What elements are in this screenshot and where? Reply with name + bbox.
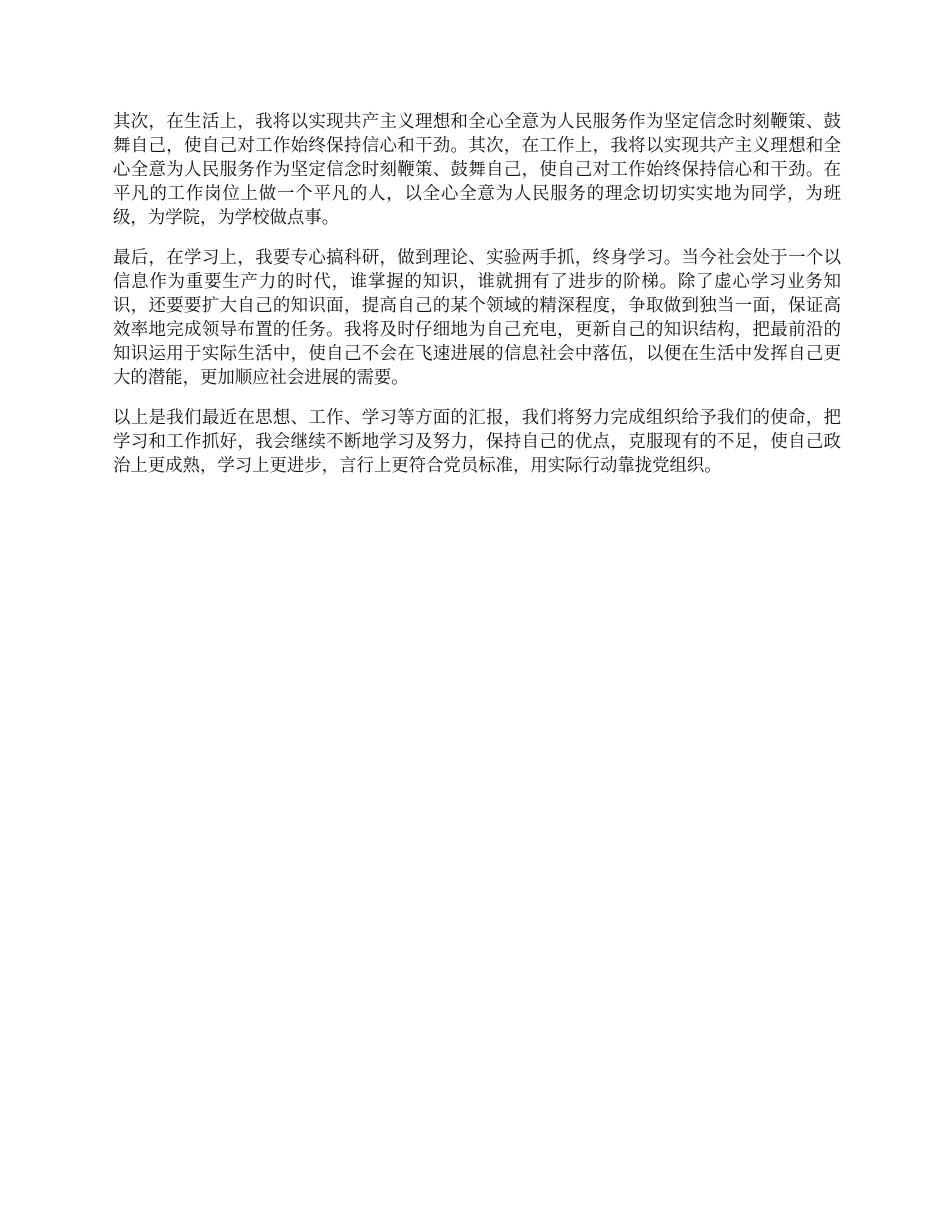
paragraph-study: 最后，在学习上，我要专心搞科研，做到理论、实验两手抓，终身学习。当今社会处于一个以信息作为重要生产力的时代，谁掌握的知识，谁就拥有了进步的阶梯。除了虚心学习业务知识，还要要扩大自己的知识面，提高自己的某个领域的精深程度，争取做到独当一面，保证高效率地完成领导布置的任务。我将及时仔细地为自己充电，更新自己的知识结构，把最前沿的知识运用于实际生活中，使自己不会在飞速进展的信息社会中落伍，以便在生活中发挥自己更大的潜能，更加顺应社会进展的需要。: [113, 248, 841, 388]
paragraph-life-and-work: 其次，在生活上，我将以实现共产主义理想和全心全意为人民服务作为坚定信念时刻鞭策、鼓舞自己，使自己对工作始终保持信心和干劲。其次，在工作上，我将以实现共产主义理想和全心全意为人民服务作为坚定信念时刻鞭策、鼓舞自己，使自己对工作始终保持信心和干劲。在平凡的工作岗位上做一个平凡的人，以全心全意为人民服务的理念切切实实地为同学，为班级，为学院，为学校做点事。: [113, 112, 841, 228]
document-page: [113, 110, 841, 494]
paragraph-summary: 以上是我们最近在思想、工作、学习等方面的汇报，我们将努力完成组织给予我们的使命，把学习和工作抓好，我会继续不断地学习及努力，保持自己的优点，克服现有的不足，使自己政治上更成熟，学习上更进步，言行上更符合党员标准，用实际行动靠拢党组织。: [113, 408, 841, 476]
